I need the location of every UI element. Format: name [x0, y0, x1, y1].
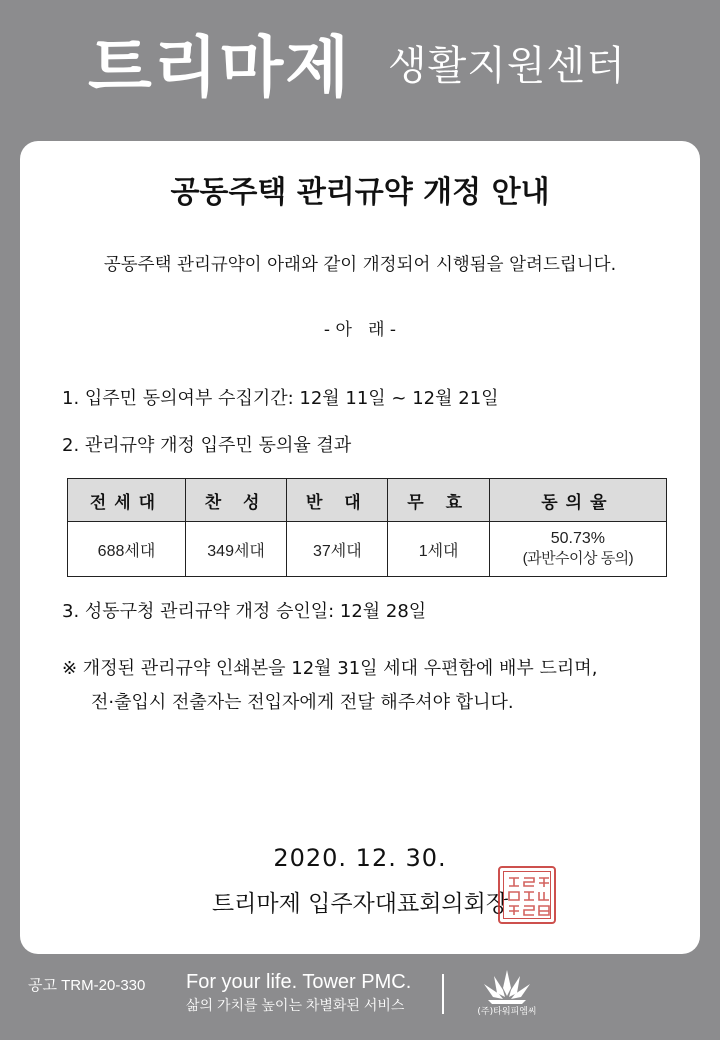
consent-result-table — [67, 478, 667, 577]
notice-number: 공고 TRM-20-330 — [28, 977, 146, 994]
table-header-row — [68, 479, 667, 522]
header-total: 전세대 — [68, 479, 186, 522]
header-invalid: 무 효 — [388, 479, 489, 522]
section-marker: - 아 래 - — [323, 320, 397, 340]
header-oppose: 반 대 — [287, 479, 388, 522]
seal-glyphs-icon — [500, 868, 558, 926]
item-approval-date: 3. 성동구청 관리규약 개정 승인일: 12월 28일 — [62, 601, 427, 622]
slogan-english: For your life. Tower PMC. — [186, 971, 412, 993]
brand-subtitle: 생활지원센터 — [388, 43, 626, 89]
header-approve: 찬 성 — [185, 479, 286, 522]
header — [0, 0, 720, 140]
cell-approve: 349세대 — [185, 522, 286, 577]
official-seal-stamp — [498, 866, 556, 924]
header-rate: 동의율 — [489, 479, 666, 522]
notice-card — [20, 141, 700, 954]
cell-total: 688세대 — [68, 522, 186, 577]
distribution-note — [62, 652, 597, 720]
note-line-2: 전·출입시 전출자는 전입자에게 전달 해주셔야 합니다. — [91, 692, 514, 713]
table-row — [68, 522, 667, 577]
item-collection-period: 1. 입주민 동의여부 수집기간: 12월 11일 ~ 12월 21일 — [62, 388, 499, 409]
notice-title: 공동주택 관리규약 개정 안내 — [170, 175, 550, 210]
rate-value: 50.73% — [550, 530, 605, 547]
item-consent-result: 2. 관리규약 개정 입주민 동의율 결과 — [62, 435, 352, 456]
notice-signer: 트리마제 입주자대표회의회장 — [211, 891, 509, 917]
cell-oppose: 37세대 — [287, 522, 388, 577]
brand-logo-text: 트리마제 — [88, 29, 352, 106]
notice-date: 2020. 12. 30. — [273, 844, 447, 872]
notice-intro: 공동주택 관리규약이 아래와 같이 개정되어 시행됨을 알려드립니다. — [103, 255, 617, 275]
company-slogan — [186, 970, 411, 1016]
slogan-korean: 삶의 가치를 높이는 차별화된 서비스 — [186, 997, 405, 1013]
cell-rate — [489, 522, 666, 577]
note-line-1: ※ 개정된 관리규약 인쇄본을 12월 31일 세대 우편함에 배부 드리며, — [62, 658, 598, 679]
cell-invalid: 1세대 — [388, 522, 489, 577]
rate-note: (과반수이상 동의) — [522, 550, 634, 567]
company-name: (주)타워피엠씨 — [477, 1007, 537, 1017]
footer-divider — [442, 974, 444, 1014]
